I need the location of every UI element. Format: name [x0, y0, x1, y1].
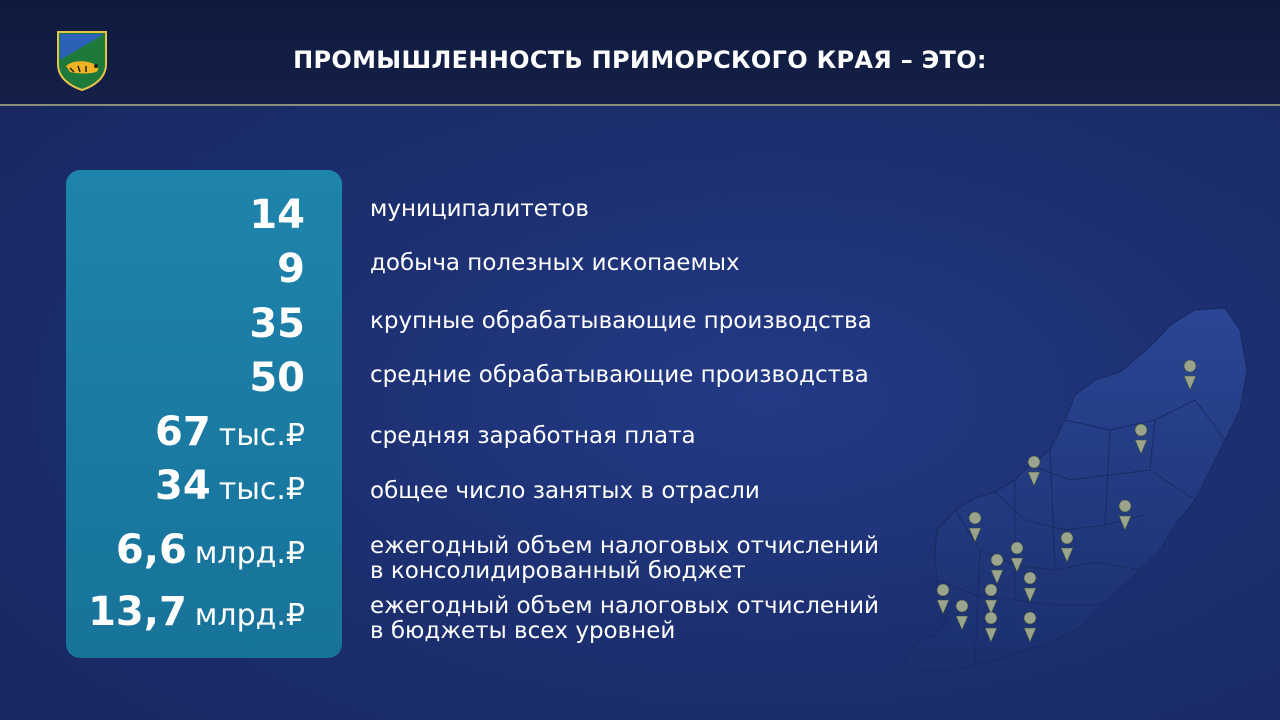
stat-label-line2: в бюджеты всех уровней: [370, 618, 676, 644]
stat-label: общее число занятых в отрасли: [370, 478, 760, 504]
stat-label: ежегодный объем налоговых отчислений: [370, 593, 879, 619]
stat-value: 34 тыс.₽: [155, 463, 305, 509]
stat-value: 9: [277, 246, 305, 292]
stat-label: крупные обрабатывающие производства: [370, 308, 872, 334]
stat-unit: млрд.₽: [194, 536, 305, 571]
stat-value: 13,7 млрд.₽: [88, 589, 305, 635]
stat-value: 6,6 млрд.₽: [115, 527, 305, 573]
stat-label: средняя заработная плата: [370, 423, 696, 449]
page-title: ПРОМЫШЛЕННОСТЬ ПРИМОРСКОГО КРАЯ – ЭТО:: [293, 46, 987, 74]
stat-label: добыча полезных ископаемых: [370, 250, 740, 276]
stat-value: 67 тыс.₽: [155, 409, 305, 455]
stat-label: ежегодный объем налоговых отчислений: [370, 533, 879, 559]
stat-label: муниципалитетов: [370, 196, 589, 222]
region-map: [895, 300, 1270, 680]
stat-value: 14: [249, 192, 305, 238]
stat-label-line2: в консолидированный бюджет: [370, 558, 746, 584]
stat-value: 50: [249, 355, 305, 401]
stat-label: средние обрабатывающие производства: [370, 362, 869, 388]
stat-value: 35: [249, 301, 305, 347]
stat-unit: тыс.₽: [218, 418, 305, 453]
header-bar: [0, 0, 1280, 106]
stat-unit: тыс.₽: [218, 472, 305, 507]
stat-unit: млрд.₽: [194, 598, 305, 633]
